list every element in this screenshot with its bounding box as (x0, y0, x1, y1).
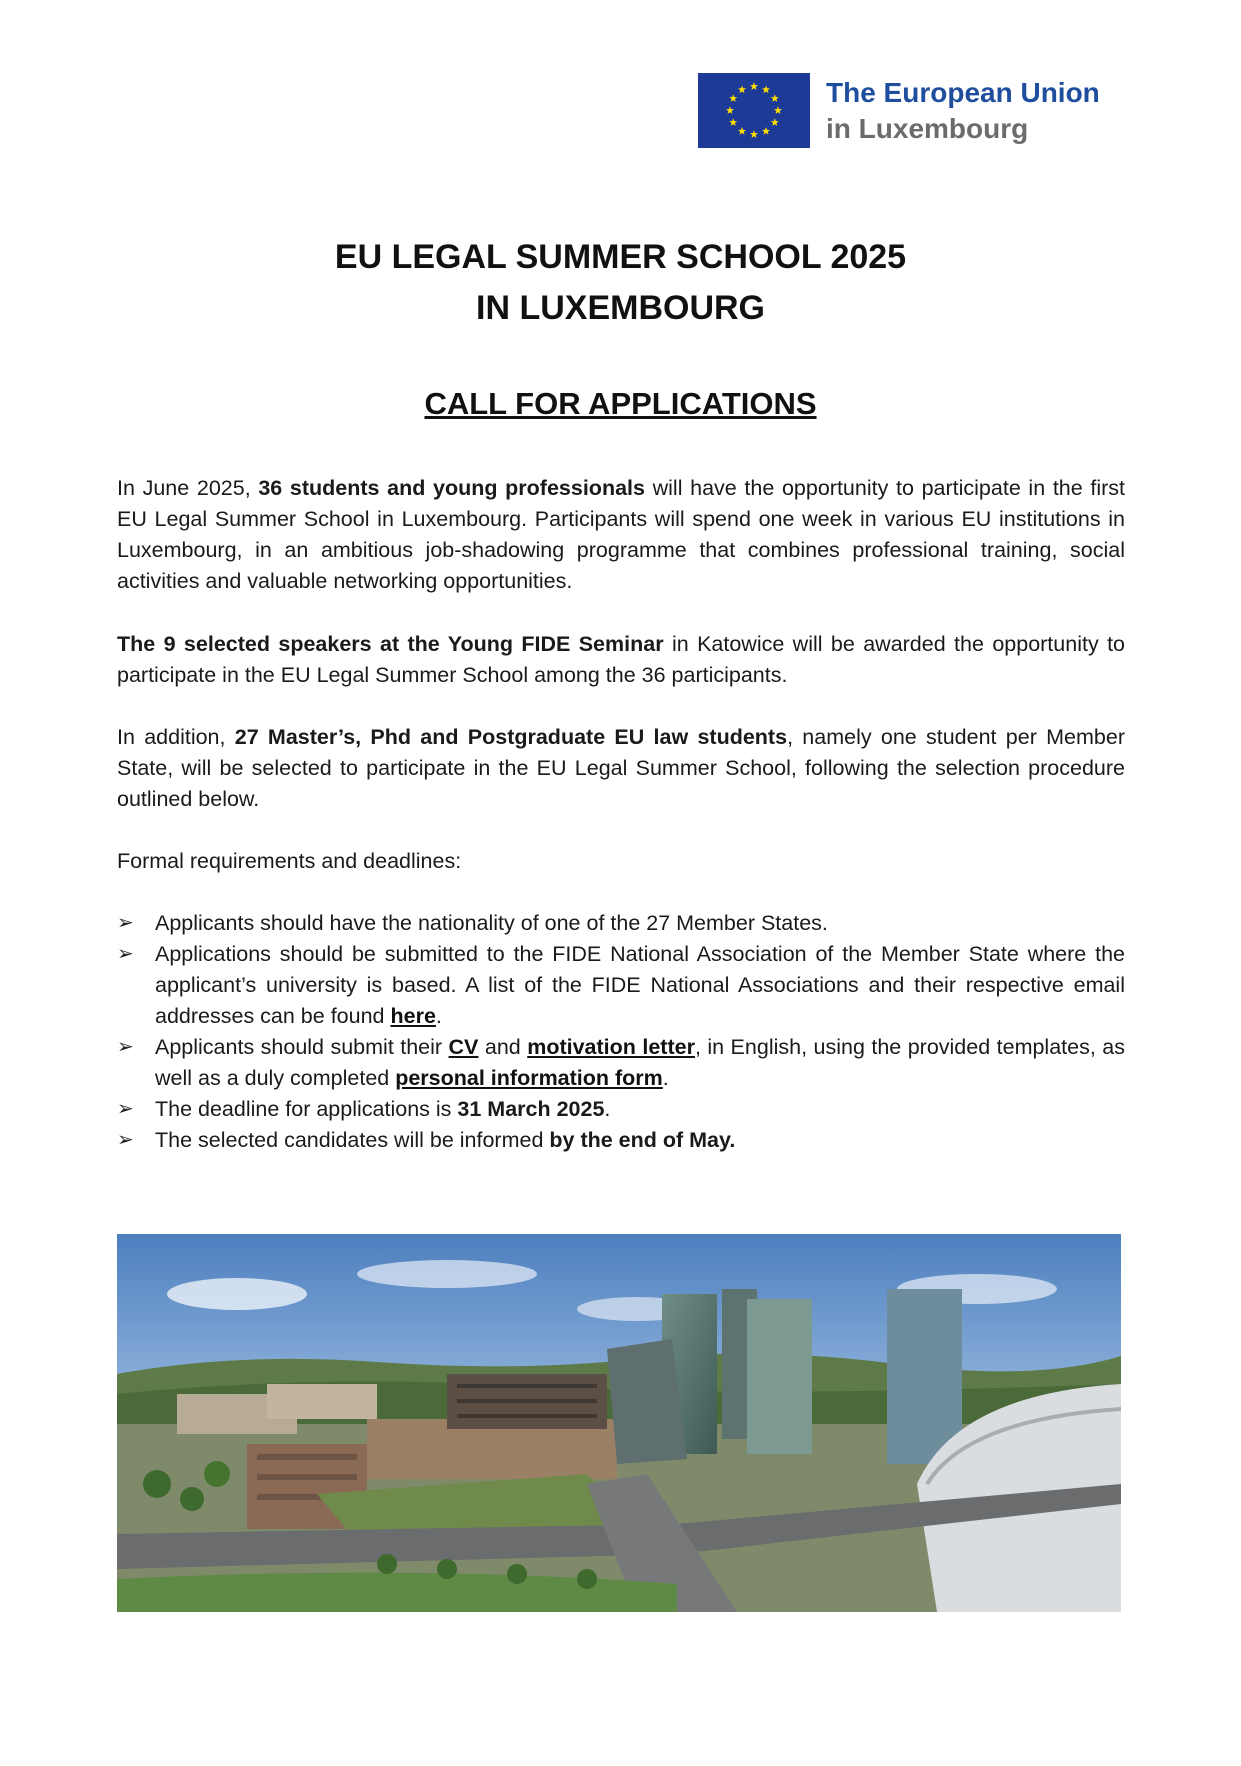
text-run: The deadline for applications is (155, 1097, 458, 1121)
logo-subtitle: in Luxembourg (826, 112, 1029, 144)
bold-text: The 9 selected speakers at the Young FIDE Seminar (117, 632, 664, 656)
title-line-1: EU LEGAL SUMMER SCHOOL 2025 (334, 238, 907, 276)
arrow-bullet-icon: ➢ (117, 1098, 134, 1120)
list-item (117, 908, 1125, 939)
speakers-paragraph (117, 629, 1125, 691)
kirchberg-panorama-photo (117, 1234, 1121, 1612)
text-run: . (435, 1004, 442, 1028)
students-paragraph (117, 722, 1125, 815)
text-run: Applicants should have the nationality of one of the 27 Member States. (155, 911, 828, 935)
list-item (117, 1032, 1125, 1094)
text-run: Applications should be submitted to the FIDE National Association of the Member State where the applicant’s university is based. A list of the FIDE National Associations and their respective email addresses can be found (155, 942, 1125, 1028)
associations-list-link[interactable]: here (390, 1004, 436, 1028)
list-item (117, 939, 1125, 1032)
bold-text: by the end of May. (549, 1128, 736, 1152)
personal-information-form-link[interactable]: personal information form (395, 1066, 663, 1090)
list-item (117, 1094, 1125, 1125)
eu-luxembourg-logo (698, 73, 1100, 148)
text-run: Applicants should submit their (155, 1035, 449, 1059)
panorama-illustration (117, 1234, 1121, 1612)
bold-text: 36 students and young professionals (258, 476, 645, 500)
motivation-letter-link[interactable]: motivation letter (527, 1035, 695, 1059)
bold-text: 31 March 2025 (457, 1097, 605, 1121)
requirements-list (117, 908, 1125, 1156)
text-run: In addition, (117, 725, 235, 749)
eu-flag-icon (698, 73, 810, 148)
arrow-bullet-icon: ➢ (117, 1036, 134, 1058)
page-title (0, 232, 1241, 334)
text-run: In June 2025, (117, 476, 259, 500)
title-line-2: IN LUXEMBOURG (476, 289, 765, 327)
text-run: , in English, using the provided templates, as well as a duly completed (155, 1035, 1125, 1090)
cv-template-link[interactable]: CV (448, 1035, 479, 1059)
call-for-applications-heading: CALL FOR APPLICATIONS (424, 386, 817, 421)
bold-text: 27 Master’s, Phd and Postgraduate EU law students (234, 725, 788, 749)
arrow-bullet-icon: ➢ (117, 1129, 134, 1151)
text-run: and (478, 1035, 528, 1059)
text-run: . (604, 1097, 611, 1121)
text-run: The selected candidates will be informed (155, 1128, 550, 1152)
arrow-bullet-icon: ➢ (117, 943, 134, 965)
text-run: will have the opportunity to participate in the first EU Legal Summer School in Luxembourg. Participants will spend one week in various EU institutions in Luxembourg, in an ambitious job-shadowing programme that combines professional training, social activities and valuable networking opportunities. (117, 476, 1125, 593)
requirements-heading: Formal requirements and deadlines: (117, 849, 462, 873)
text-run: , namely one student per Member State, will be selected to participate in the EU Legal Summer School, following the selection procedure outlined below. (117, 725, 1125, 811)
logo-title: The European Union (826, 76, 1100, 108)
text-run: . (662, 1066, 669, 1090)
arrow-bullet-icon: ➢ (117, 912, 134, 934)
intro-paragraph (117, 473, 1125, 597)
text-run: in Katowice will be awarded the opportunity to participate in the EU Legal Summer School among the 36 participants. (117, 632, 1126, 687)
list-item (117, 1125, 1125, 1156)
